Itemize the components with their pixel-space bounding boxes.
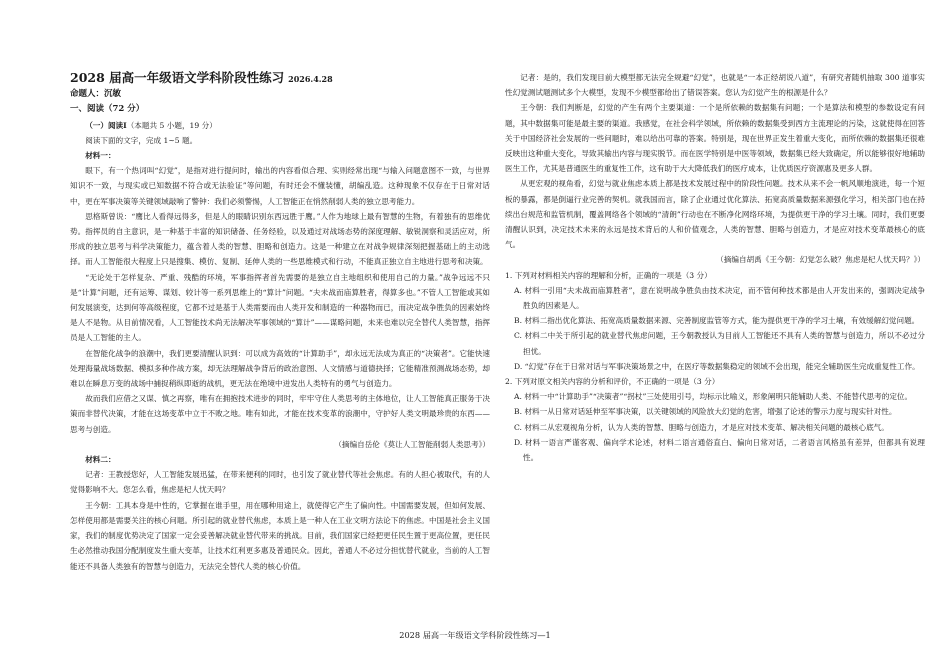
section-heading: 一、阅读（72 分） xyxy=(70,104,145,115)
material-one-paragraph: 故而我们应借之又谋、慎之再察，唯有在拥抱技术进步的同时，牢牢守住人类思考的主体地位，让人工智能真正服务于决策而非替代决策，才能在这场变革中立于不败之地。唯有如此，才能在技术变革的浪潮中，守护好人类文明最珍贵的东西——思考与创造。 xyxy=(70,394,490,434)
question-option: C. 材料二从宏观视角分析，认为人类的智慧、胆略与创造力，才是应对技术变革、解决相关问题的最核心底气。 xyxy=(514,422,889,432)
question-stem: 1. 下列对材料相关内容的理解和分析，正确的一项是（3 分） xyxy=(505,270,712,280)
question-option: A. 材料一引用“夫未战而庙算胜者”，意在说明战争胜负由技术决定，而不管何种技术都是由人开发出来的，强调决定战争胜负的因素是人。 xyxy=(514,285,925,311)
question-option: B. 材料一从日常对话延伸至军事决策，以关键领域的风险放大幻觉的危害，增强了论述的警示力度与现实针对性。 xyxy=(514,407,897,417)
material-one-paragraph: 思格斯曾说：“鹰比人看得远得多，但是人的眼睛识别东西远胜于鹰。”人作为地球上最有智慧的生物，有着独有的思维优势。指挥员的自主意识，是一种基于丰富的知识储备、任务经验，以及通过对战场态势的深度理解、敏锐洞察和灵活应对，所形成的独立思考与科学决策能力，蕴含着人类的智慧、胆略和创造力。这是一种建立在对战争规律深刻把握基础上的主动选择。而人工智能很大程度上只是搜集、模仿、复制、延伸人类的一些思维模式和行动，不能真正独立自主地进行思考和决策。 xyxy=(70,211,490,267)
material-two-paragraph: 王今朝：工具本身是中性的，它掌握在谁手里，用在哪种用途上，就使得它产生了偏向性。中国需要发展，但如何发展、怎样使用都是需要关注的核心问题。所引起的就业替代焦虑，本质上是一种人在工业文明方法论下的焦虑。中国是社会主义国家，我们的制度优势决定了国家一定会妥善解决就业替代带来的挑战。目前，我们国家已经把更任民生置于更高位置，更任民生必然推动我国分配制度发生重大变革，让技术红利更多惠及普通民众。因此，普通人不必过分担忧替代就业，当前的人工智能还不具备人类独有的智慧与创造力，无法完全替代人类的核心价值。 xyxy=(70,500,490,571)
material-two-label: 材料二： xyxy=(85,455,116,465)
reading-instruction: 阅读下面的文字，完成 1~5 题。 xyxy=(85,135,198,145)
material-two-paragraph: 从更宏观的视角看，幻觉与就业焦虑本质上都是技术发展过程中的阶段性问题。技术从来不会一帆风顺地演进，每一个短板的暴露，都是倒逼行业完善的契机。就我国而言，除了企业通过优化算法、拓宽高质量数据来源强化学习，相关部门也在持续出台规范和监管机制，覆盖网络各个领域的“清朗”行动也在不断净化网络环境，为提供更干净的学习土壤。同时，我们更要清醒认识到，决定技术未来的永远是技术背后的人和价值观念，人类的智慧、胆略与创造力，才是应对技术变革最核心的底气。 xyxy=(505,179,925,250)
exam-title: 2028 届高一年级语文学科阶段性练习 xyxy=(70,70,285,85)
material-one-source: （摘编自岳伦《莫让人工智能削弱人类思考》） xyxy=(334,439,490,449)
page-footer: 2028 届高一年级语文学科阶段性练习—1 xyxy=(399,630,551,640)
question-option: A. 材料一中“计算助手”“决策者”“拐杖”三处使用引号，均标示比喻义，形象阐明只能辅助人类、不能替代思考的定位。 xyxy=(514,392,913,402)
material-two-paragraph: 记者：是的，我们发现目前大模型都无法完全规避“幻觉”，也就是“一本正经胡说八道”，有研究者随机抽取 300 道事实性幻觉测试题测试多个大模型，发现不少模型都给出了错误答案。您认为幻觉产生的根源是什么？ xyxy=(505,73,925,98)
question-option: D. “幻觉”存在于日常对话与军事决策场景之中，在医疗等数据集稳定的领域不会出现，能完全辅助医生完成重复性工作。 xyxy=(514,361,920,371)
sub-heading: （一）阅读Ⅰ xyxy=(85,120,127,130)
sub-heading-note: （本题共 5 小题，19 分） xyxy=(126,120,217,130)
material-one-paragraph: 眼下，有一个热词叫“幻觉”，是指对进行提问时，输出的内容看似合理、实则经常出现“与输入问题意图不一致，与世界知识不一致，与现实或已知数据不符合或无法验证”等问题，有时还会不懂装懂，胡编乱造。这种现象不仅存在于日常对话中，更在军事决策等关键领域敲响了警钟：我们必须警惕，人工智能正在悄然削弱人类的独立思考能力。 xyxy=(70,166,490,206)
question-option: B. 材料二指出优化算法、拓宽高质量数据来源、完善制度监管等方式，能为提供更干净的学习土壤，有效缓解幻觉问题。 xyxy=(514,316,920,326)
right-column xyxy=(505,70,925,465)
material-two-paragraph: 王今朝：我们判断是，幻觉的产生有两个主要渠道：一个是所依赖的数据集有问题；一个是算法和模型的参数设定有问题，其中数据集可能是最主要的渠道。我感觉，在社会科学领域，所依赖的数据集受到西方主流理论的污染，这就使得在回答关于中国经济社会发展的一些问题时，难以给出可靠的答案。特别是，现在世界正发生着重大变化，而所依赖的数据集还很难反映出这种重大变化，导致其输出内容与现实脱节。而在医学特别是中医等领域，数据集已经大致确定，所以能够很好地辅助医生工作，尤其是普通医生的重复性工作，这有助于大大降低我们的医疗成本，让优质医疗资源惠及更多人群。 xyxy=(505,103,925,174)
left-column xyxy=(70,70,490,574)
question-option: C. 材料二中关于所引起的就业替代焦虑问题，王今朝教授认为目前人工智能还不具有人类的智慧与创造力，所以不必过分担忧。 xyxy=(514,331,925,356)
material-two-source: （摘编自胡禹《王今朝：幻觉怎么破？焦虑是杞人忧天吗？》） xyxy=(716,255,925,265)
material-one-paragraph: 在智能化战争的浪潮中，我们更要清醒认识到：可以成为高效的“计算助手”，却永远无法成为真正的“决策者”。它能快速处理海量战场数据、模拟多种作战方案，却无法理解战争背后的政治意图、人文情感与道德抉择；它能精准预测战场态势，却难以在瞬息万变的战场中捕捉稍纵即逝的战机，更无法在绝境中迸发出人类特有的勇气与创造力。 xyxy=(70,348,490,389)
exam-title-line xyxy=(70,70,490,87)
material-one-label: 材料一： xyxy=(85,151,116,161)
question-option: D. 材料一语言严谨客观、偏向学术论述，材料二语言通俗直白、偏向日常对话，二者语言风格虽有差异，但都具有说理性。 xyxy=(514,437,925,463)
exam-author: 命题人：沉敏 xyxy=(70,89,122,100)
exam-date: 2026.4.28 xyxy=(288,74,333,84)
material-two-paragraph: 记者：王教授您好，人工智能发展迅猛，在带来便利的同时，也引发了就业替代等社会焦虑。有的人担心被取代，有的人觉得影响不大。您怎么看，焦虑是杞人忧天吗？ xyxy=(70,470,490,495)
sub-heading-line xyxy=(70,118,490,133)
material-one-paragraph: “无论处于怎样复杂、严重、残酷的环境，军事指挥者首先需要的是独立自主地组织和使用自己的力量。”战争远远不只是“计算”问题，还有运筹、谋划、较计等一系列思维上的“算计”问题。“夫未战而庙算胜者，得算多也。”不管人工智能或其如何发展演变，达到何等高级程度，它都不过是基于人类需要而由人类开发和制造的一种器物而已，而决定战争胜负的因素始终是人不是物。从目前情况看，人工智能技术尚无法解决军事领域的“算计”——谋略问题，未来也难以完全替代人类智慧，指挥员是人工智能的主人。 xyxy=(70,272,490,343)
question-stem: 2. 下列对原文相关内容的分析和评价，不正确的一项是（3 分） xyxy=(505,377,720,387)
